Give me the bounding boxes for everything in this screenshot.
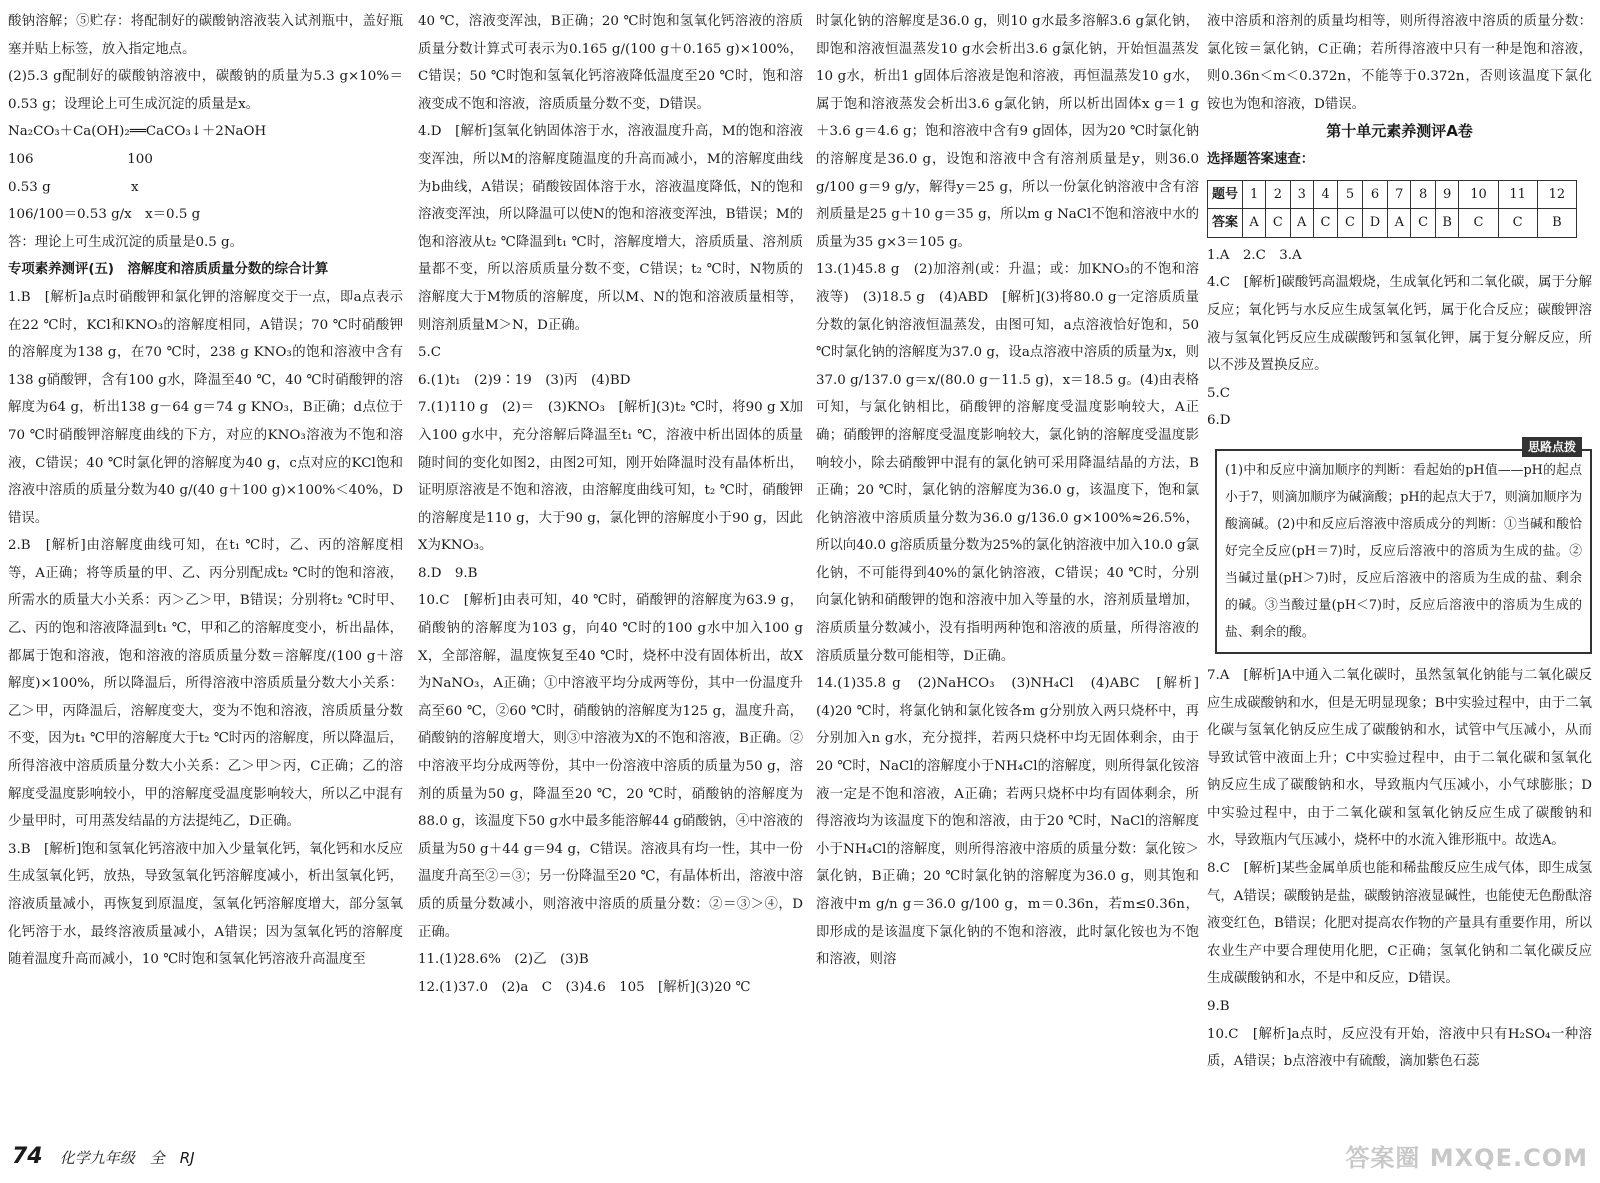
column-4-top [1207, 8, 1592, 174]
col4_top-paragraph: 第十单元素养测评A卷 [1326, 122, 1473, 141]
question-number-cell: 7 [1388, 180, 1411, 209]
answer-cell: B [1435, 209, 1459, 238]
col1-paragraph: 专项素养测评(五) 溶解度和溶质质量分数的综合计算 [8, 262, 329, 278]
answer-table-number-label: 题号 [1208, 180, 1243, 209]
col1-paragraph: 106/100＝0.53 g/x x＝0.5 g [8, 207, 201, 223]
col4_bot-paragraph: 9.B [1207, 999, 1230, 1015]
column-2 [418, 8, 803, 1143]
col4_mid-paragraph: 1.A 2.C 3.A [1207, 247, 1302, 263]
col2-paragraph: 4.D [解析]氢氧化钠固体溶于水，溶液温度升高，M的饱和溶液变浑浊，所以M的溶解度随温度的升高而减小，M的溶解度曲线为b曲线，A错误；硝酸铵固体溶于水，溶液温度降低，N的饱和溶液变浑浊，所以降温可以使N的饱和溶液变浑浊，B错误；M的饱和溶液从t₂ ℃降温到t₁ ℃时，溶解度增大，溶质质量、溶剂质量都不变，所以溶质质量分数不变，C错误；t₂ ℃时，N物质的溶解度大于M物质的溶解度，所以M、N的饱和溶液质量相等，则溶剂质量M＞N，D正确。 [418, 124, 803, 333]
col4_top-paragraph: 选择题答案速查： [1207, 151, 1315, 167]
answer-cell: A [1290, 209, 1313, 238]
column-4 [1207, 8, 1592, 1143]
answer-table [1207, 180, 1577, 238]
col4_mid-paragraph: 4.C [解析]碳酸钙高温煅烧，生成氧化钙和二氧化碳，属于分解反应；氧化钙与水反应生成氢氧化钙，属于化合反应；碳酸钾溶液与氢氧化钙反应生成碳酸钙和氢氧化钾，属于复分解反应，所以不涉及置换反应。 [1207, 275, 1592, 374]
answer-table-answer-label: 答案 [1208, 209, 1243, 238]
col2-paragraph: 12.(1)37.0 (2)a C (3)4.6 105 [解析](3)20 ℃ [418, 979, 751, 995]
col3-paragraph: 时氯化钠的溶解度是36.0 g，则10 g水最多溶解3.6 g氯化钠，即饱和溶液恒温蒸发10 g水会析出3.6 g氯化钠，开始恒温蒸发10 g水，析出1 g固体后溶液是饱和溶液，再恒温蒸发10 g水，属于饱和溶液蒸发会析出3.6 g氯化钠，所以析出固体x g＝1 g＋3.6 g＝4.6 g；饱和溶液中含有9 g固体，因为20 ℃时氯化钠的溶解度是36.0 g，设饱和溶液中含有溶剂质量是y，则36.0 g/100 g＝9 g/y，解得y＝25 g，所以一份氯化钠溶液中含有溶剂质量是25 g＋10 g＝35 g，所以m g NaCl不饱和溶液中水的质量为35 g×3＝105 g。 [816, 14, 1199, 250]
col3-paragraph: 13.(1)45.8 g (2)加溶剂(或：升温；或：加KNO₃的不饱和溶液等) (3)18.5 g (4)ABD [解析](3)将80.0 g一定溶质质量分数的氯化钠溶液恒温蒸发，由图可知，a点溶液恰好饱和，50 ℃时氯化钠的溶解度为37.0 g，设a点溶液中溶质的质量为x，则37.0 g/137.0 g＝x/(80.0 g－11.5 g)，x＝18.5 g。(4)由表格可知，与氯化钠相比，硝酸钾的溶解度受温度影响较大，A正确；硝酸钾的溶解度受温度影响较大，氯化钠的溶解度受温度影响较小，除去硝酸钾中混有的氯化钠可采用降温结晶的方法，B正确；20 ℃时，氯化钠的溶解度为36.0 g，该温度下，饱和氯化钠溶液中溶质质量分数为36.0 g/136.0 g×100%≈26.5%，所以向40.0 g溶质质量分数为25%的氯化钠溶液中加入10.0 g氯化钠，不可能得到40%的氯化钠溶液，C错误；40 ℃时，分别向氯化钠和硝酸钾的饱和溶液中加入等量的水，溶剂质量增加，溶质质量分数减小，没有指明两种饱和溶液的质量，所得溶液的溶质质量分数可能相等，D正确。 [816, 262, 1199, 664]
answer-cell: C [1266, 209, 1290, 238]
question-number-cell: 6 [1362, 180, 1388, 209]
col4_mid-paragraph: 6.D [1207, 413, 1231, 429]
question-number-cell: 2 [1266, 180, 1290, 209]
col2-paragraph: 5.C [418, 345, 442, 361]
question-number-cell: 1 [1243, 180, 1266, 209]
answer-cell: C [1498, 209, 1537, 238]
column-3 [816, 8, 1199, 1143]
col4_top-paragraph: 液中溶质和溶剂的质量均相等，则所得溶液中溶质的质量分数：氯化铵＝氯化钠，C正确；若所得溶液中只有一种是饱和溶液，则0.36n＜m＜0.372n，不能等于0.372n，否则该温度下氯化铵也为饱和溶液，D错误。 [1207, 14, 1592, 112]
page-number: 74 [12, 1144, 43, 1169]
question-number-cell: 5 [1338, 180, 1362, 209]
col1-paragraph: 0.53 g x [8, 179, 139, 195]
column-4-middle [1207, 242, 1592, 435]
book-title: 化学九年级 全 RJ [59, 1149, 195, 1167]
answer-table-number-row [1208, 180, 1577, 209]
question-number-cell: 8 [1411, 180, 1435, 209]
column-4-bottom [1207, 662, 1592, 1076]
col2-paragraph: 10.C [解析]由表可知，40 ℃时，硝酸钾的溶解度为63.9 g，硝酸钠的溶解度为103 g，向40 ℃时的100 g水中加入100 g X，全部溶解，温度恢复至40 ℃时，烧杯中没有固体析出，故X为NaNO₃，A正确；①中溶液平均分成两等份，其中一份温度升高至60 ℃，②60 ℃时，硝酸钠的溶解度为125 g，温度升高，硝酸钠的溶解度增大，则③中溶液为X的不饱和溶液，B正确。②中溶液平均分成两等份，其中一份溶液中溶质的质量为50 g，溶剂的质量为50 g，降温至20 ℃，20 ℃时，硝酸钠的溶解度为88.0 g，该温度下50 g水中最多能溶解44 g硝酸钠，④中溶液的质量为50 g＋44 g＝94 g，C错误。溶液具有均一性，其中一份温度升高至②＝③；另一份降温至20 ℃，有晶体析出，溶液中溶质的质量分数减小，则溶液中溶质的质量分数：②＝③＞④，D正确。 [418, 593, 803, 940]
col4_bot-paragraph: 8.C [解析]某些金属单质也能和稀盐酸反应生成气体，即生成氢气，A错误；碳酸钠是盐，碳酸钠溶液显碱性，也能使无色酚酞溶液变红色，B错误；化肥对提高农作物的产量具有重要作用，所以农业生产中要合理使用化肥，C正确；氢氧化钠和二氧化碳反应生成碳酸钠和水，不是中和反应，D错误。 [1207, 861, 1592, 987]
tip-text: (1)中和反应中滴加顺序的判断：看起始的pH值——pH的起点小于7，则滴加顺序为碱滴酸；pH的起点大于7，则滴加顺序为酸滴碱。(2)中和反应后溶液中溶质成分的判断：①当碱和酸恰好完全反应(pH＝7)时，反应后溶液中的溶质为生成的盐。②当碱过量(pH＞7)时，反应后溶液中的溶质为生成的盐、剩余的碱。③当酸过量(pH＜7)时，反应后溶液中的溶质为生成的盐、剩余的酸。 [1225, 462, 1582, 640]
answer-cell: C [1313, 209, 1337, 238]
col2-paragraph: 8.D 9.B [418, 565, 478, 581]
answer-cell: C [1338, 209, 1362, 238]
col2-paragraph: 7.(1)110 g (2)＝ (3)KNO₃ [解析](3)t₂ ℃时，将90 g X加入100 g水中，充分溶解后降温至t₁ ℃，溶液中析出固体的质量随时间的变化如图2，由图2可知，刚开始降温时没有晶体析出，证明原溶液是不饱和溶液，由溶解度曲线可知，t₂ ℃时，硝酸钾的溶解度是110 g，大于90 g，氯化钾的溶解度小于90 g，因此X为KNO₃。 [418, 400, 803, 554]
page-footer [12, 1144, 195, 1169]
col4_bot-paragraph: 7.A [解析]A中通入二氧化碳时，虽然氢氧化钠能与二氧化碳反应生成碳酸钠和水，但是无明显现象；B中实验过程中，由于二氧化碳与氢氧化钠反应生成了碳酸钠和水，试管中气压减小，从而导致试管中液面上升；C中实验过程中，由于二氧化碳和氢氧化钠反应生成了碳酸钠和水，导致瓶内气压减小，小气球膨胀；D中实验过程中，由于二氧化碳和氢氧化钠反应生成了碳酸钠和水，导致瓶内气压减小，烧杯中的水流入锥形瓶中。故选A。 [1207, 667, 1592, 849]
answer-table-answer-row [1208, 209, 1577, 238]
question-number-cell: 11 [1498, 180, 1537, 209]
col4_bot-paragraph: 10.C [解析]a点时，反应没有开始，溶液中只有H₂SO₄一种溶质，A错误；b点溶液中有硫酸，滴加紫色石蕊 [1207, 1026, 1592, 1070]
col2-paragraph: 40 ℃，溶液变浑浊，B正确；20 ℃时饱和氢氧化钙溶液的溶质质量分数计算式可表示为0.165 g/(100 g＋0.165 g)×100%，C错误；50 ℃时饱和氢氧化钙溶液降低温度至20 ℃时，饱和溶液变成不饱和溶液，溶质质量分数不变，D错误。 [418, 14, 803, 112]
question-number-cell: 4 [1313, 180, 1337, 209]
question-number-cell: 12 [1537, 180, 1576, 209]
answer-cell: C [1459, 209, 1498, 238]
question-number-cell: 10 [1459, 180, 1498, 209]
question-number-cell: 9 [1435, 180, 1459, 209]
answer-cell: D [1362, 209, 1388, 238]
col1-paragraph: Na₂CO₃＋Ca(OH)₂══CaCO₃↓＋2NaOH [8, 124, 267, 140]
col1-paragraph: (2)5.3 g配制好的碳酸钠溶液中，碳酸钠的质量为5.3 g×10%＝0.53 g；设理论上可生成沉淀的质量是x。 [8, 69, 403, 112]
question-number-cell: 3 [1290, 180, 1313, 209]
col1-paragraph: 酸钠溶解；⑤贮存：将配制好的碳酸钠溶液装入试剂瓶中，盖好瓶塞并贴上标签，放入指定地点。 [8, 14, 403, 57]
col1-paragraph: 3.B [解析]饱和氢氧化钙溶液中加入少量氧化钙，氧化钙和水反应生成氢氧化钙，放热，导致氢氧化钙溶解度减小，析出氢氧化钙，溶液质量减小，再恢复到原温度，氢氧化钙溶解度增大，部分氢氧化钙溶于水，最终溶液质量减小，A错误；因为氢氧化钙的溶解度随着温度升高而减小，10 ℃时饱和氢氧化钙溶液升高温度至 [8, 841, 403, 968]
col2-paragraph: 11.(1)28.6% (2)乙 (3)B [418, 952, 589, 968]
col2-paragraph: 6.(1)t₁ (2)9∶19 (3)丙 (4)BD [418, 372, 631, 388]
column-1 [8, 8, 403, 1143]
col1-paragraph: 2.B [解析]由溶解度曲线可知，在t₁ ℃时，乙、丙的溶解度相等，A正确；将等质量的甲、乙、丙分别配成t₂ ℃时的饱和溶液，所需水的质量大小关系：丙＞乙＞甲，B错误；分别将t₂ ℃时甲、乙、丙的饱和溶液降温到t₁ ℃，甲和乙的溶解度变小，析出晶体，都属于饱和溶液，饱和溶液的溶质质量分数＝溶解度/(100 g＋溶解度)×100%，所以降温后，所得溶液中溶质质量分数大小关系：乙＞甲，丙降温后，溶解度变大，变为不饱和溶液，溶质质量分数不变，因为t₁ ℃甲的溶解度大于t₂ ℃时丙的溶解度，所以降温后，所得溶液中溶质质量分数大小关系：乙＞甲＞丙，C正确；乙的溶解度受温度影响较小，甲的溶解度受温度影响较大，所以乙中混有少量甲时，可用蒸发结晶的方法提纯乙，D正确。 [8, 538, 403, 830]
col4_mid-paragraph: 5.C [1207, 385, 1231, 401]
tip-title: 思路点拨 [1522, 437, 1582, 457]
answer-cell: A [1388, 209, 1411, 238]
col3-paragraph: 14.(1)35.8 g (2)NaHCO₃ (3)NH₄Cl (4)ABC [解析](4)20 ℃时，将氯化钠和氯化铵各m g分别放入两只烧杯中，再分别加入n g水，充分搅拌，若两只烧杯中均无固体剩余，由于20 ℃时，NaCl的溶解度小于NH₄Cl的溶解度，则所得氯化铵溶液一定是不饱和溶液，A正确；若两只烧杯中均有固体剩余，所得溶液均为该温度下的饱和溶液，由于20 ℃时，NaCl的溶解度小于NH₄Cl的溶解度，则所得溶液中溶质的质量分数：氯化铵＞氯化钠，B正确；20 ℃时氯化钠的溶解度为36.0 g，则其饱和溶液中m g/n g＝36.0 g/100 g，m＝0.36n，若m≤0.36n，即形成的是该温度下氯化钠的不饱和溶液，此时氯化铵也为不饱和溶液，则溶 [816, 676, 1199, 968]
tip-box [1215, 439, 1592, 654]
answer-cell: C [1411, 209, 1435, 238]
watermark: 答案圈 MXQE.COM [1345, 1144, 1588, 1172]
answer-cell: B [1537, 209, 1576, 238]
col1-paragraph: 1.B [解析]a点时硝酸钾和氯化钾的溶解度交于一点，即a点表示在22 ℃时，KCl和KNO₃的溶解度相同，A错误；70 ℃时硝酸钾的溶解度为138 g，在70 ℃时，238 g KNO₃的饱和溶液中含有138 g硝酸钾，含有100 g水，降温至40 ℃，40 ℃时硝酸钾的溶解度为64 g，析出138 g－64 g＝74 g KNO₃，B正确；d点位于70 ℃时硝酸钾溶解度曲线的下方，对应的KNO₃溶液为不饱和溶液，C错误；40 ℃时氯化钾的溶解度为40 g，c点对应的KCl饱和溶液中溶质的质量分数为40 g/(40 g＋100 g)×100%＜40%，D错误。 [8, 289, 403, 526]
answer-cell: A [1243, 209, 1266, 238]
col1-paragraph: 答：理论上可生成沉淀的质量是0.5 g。 [8, 234, 243, 250]
col1-paragraph: 106 100 [8, 151, 153, 167]
